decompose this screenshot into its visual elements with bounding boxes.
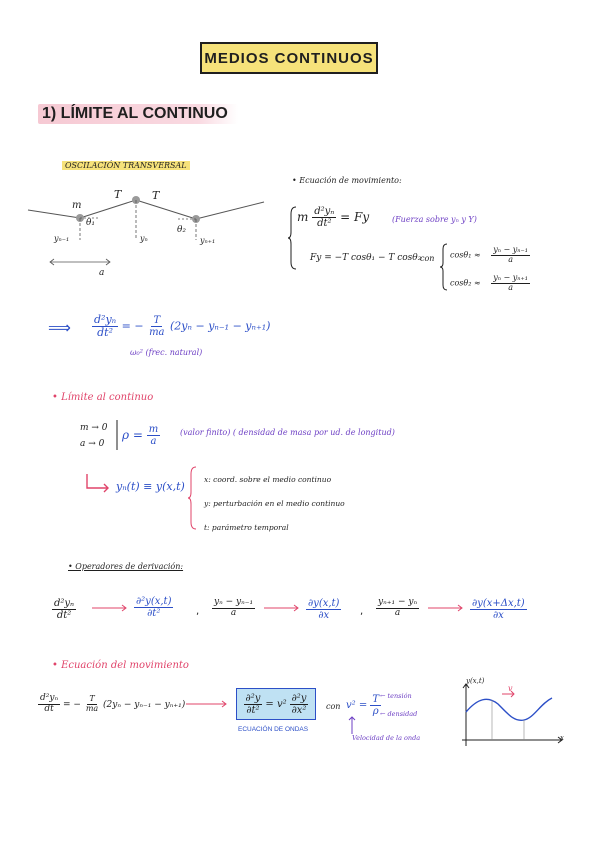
section-heading: 1) LÍMITE AL CONTINUO — [38, 104, 238, 124]
right-arrow-icon — [428, 604, 464, 612]
wave-equation-box: $\frac{\text{∂²y}}{\text{∂t²}}$ = v² $\frac{\text{∂²y}}{\text{∂x²}}$ — [236, 688, 316, 720]
list-item: x: coord. sobre el medio continuo — [204, 475, 332, 484]
difference-2: $\frac{\text{yₙ₊₁ − yₙ}}{a}$ — [378, 597, 418, 618]
comma-separator: , — [360, 606, 364, 617]
list-item: t: parámetro temporal — [204, 523, 289, 532]
limit-heading: • Límite al continuo — [52, 392, 154, 403]
theta2-label: θ₂ — [177, 225, 187, 235]
wave-heading: • Ecuación del movimiento — [52, 660, 189, 671]
motion-eq-heading: • Ecuación de movimiento: — [292, 176, 402, 185]
y-next-label: yₙ₊₁ — [200, 236, 216, 245]
theta1-label: θ₁ — [86, 218, 96, 228]
derivative-time: $\frac{\text{d²yₙ}}{\text{dt²}}$ — [54, 598, 75, 621]
mapping-eq: yₙ(t) ≡ y(x,t) — [116, 480, 185, 493]
oscillation-diagram — [28, 182, 268, 282]
tension-note: ← tensión — [380, 692, 412, 700]
cos1-eq: cosθ₁ ≈ $\frac{\text{yₙ − yₙ₋₁}}{a}$ — [450, 245, 528, 264]
difference-1: $\frac{\text{yₙ − yₙ₋₁}}{a}$ — [214, 597, 254, 618]
con-label: con — [326, 702, 341, 711]
right-arrow-icon — [186, 700, 228, 708]
y-prev-label: yₙ₋₁ — [54, 234, 70, 243]
graph-x-label: x — [560, 734, 564, 742]
brace — [116, 420, 120, 450]
limit-conditions: m → 0 a → 0 — [80, 423, 108, 449]
motion-eq-note: (Fuerza sobre yₙ y Y) — [392, 215, 477, 224]
brace — [440, 243, 448, 291]
wave-lhs-eq: $\frac{\text{d²yₙ}}{dt}$ = − $\frac{T}{ma}$ (2yₙ − yₙ₋₁ − yₙ₊₁) — [40, 693, 186, 714]
density-note: (valor finito) ( densidad de masa por ud. de longitud) — [180, 428, 395, 437]
result-eq: $\frac{\text{d²yₙ}}{\text{dt²}}$ = − $\frac{T}{ma}$ (2yₙ − yₙ₋₁ − yₙ₊₁) — [94, 313, 271, 340]
comma-separator: , — [196, 606, 200, 617]
brace — [188, 466, 198, 530]
right-arrow-icon — [264, 604, 300, 612]
tension-label: T — [152, 189, 160, 202]
list-item: y: perturbación en el medio continuo — [204, 499, 345, 508]
oscillation-label: OSCILACIÓN TRANSVERSAL — [62, 161, 190, 170]
up-arrow-icon — [348, 716, 356, 734]
density-eq: ρ = $\frac{m}{a}$ — [122, 424, 159, 447]
con-label: con — [420, 254, 435, 263]
y-n-label: yₙ — [140, 234, 148, 243]
page-title: MEDIOS CONTINUOS — [200, 42, 378, 74]
spacing-label: a — [99, 268, 105, 278]
right-arrow-icon — [86, 474, 110, 492]
partial-time: $\frac{\text{∂²y(x,t)}}{\text{∂t²}}$ — [136, 596, 172, 619]
motion-eq-1: m $\frac{\text{d²yₙ}}{\text{dt²}}$ = Fy — [297, 206, 370, 229]
motion-eq-2: Fy = −T cosθ₁ − T cosθ₂ — [310, 253, 422, 263]
wave-equation-label: ECUACIÓN DE ONDAS — [238, 726, 309, 733]
density-note: ← densidad — [380, 710, 418, 718]
implies-arrow: ⟹ — [48, 318, 71, 337]
graph-velocity-label: v — [508, 684, 513, 693]
graph-y-label: y(x,t) — [466, 677, 485, 685]
derivation-heading: • Operadores de derivación: — [68, 562, 184, 571]
velocity-eq: v² = $\frac{T}{\rho}$ — [346, 694, 380, 717]
tension-label: T — [114, 188, 122, 201]
partial-space-shifted: $\frac{\partial y(x+\Delta x,t)}{\partial x}$ — [472, 598, 525, 621]
coordinate-list — [204, 468, 345, 540]
partial-space: $\frac{\partial y(x,t)}{\partial x}$ — [308, 598, 340, 621]
cos2-eq: cosθ₂ ≈ $\frac{\text{yₙ − yₙ₊₁}}{a}$ — [450, 273, 528, 292]
right-arrow-icon — [92, 604, 128, 612]
mass-label: m — [72, 200, 82, 211]
natural-frequency-note: ω₀² (frec. natural) — [130, 348, 203, 357]
velocity-label: Velocidad de la onda — [352, 734, 421, 742]
